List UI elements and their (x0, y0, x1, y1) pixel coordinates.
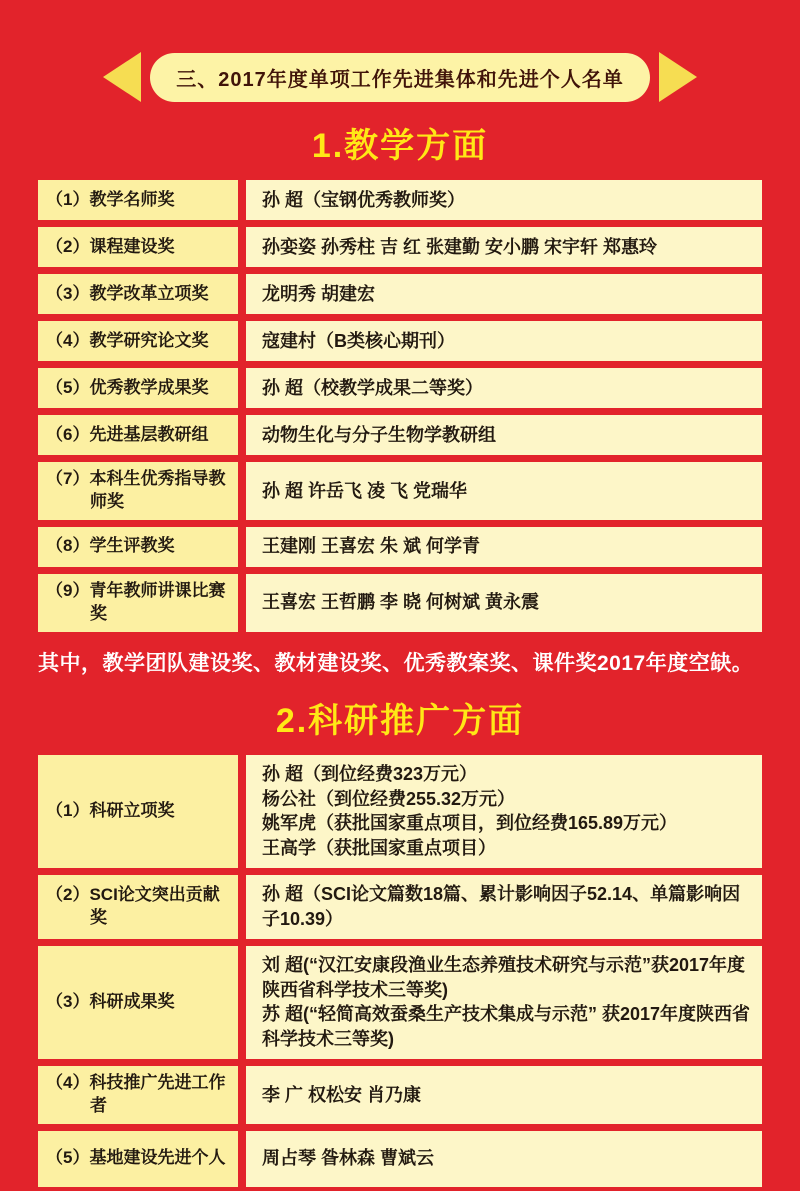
recipient-line: 孙 超（宝钢优秀教师奖） (262, 189, 465, 210)
award-label-cell (38, 180, 238, 220)
recipient-line: 动物生化与分子生物学教研组 (262, 424, 496, 445)
award-row (38, 227, 762, 267)
sections (38, 118, 762, 1187)
recipient-line: 王高学（获批国家重点项目） (262, 838, 496, 859)
award-recipients (246, 527, 762, 567)
recipient-line: 孙 超（SCI论文篇数18篇、累计影响因子52.14、单篇影响因子10.39） (262, 884, 741, 929)
award-recipients (246, 274, 762, 314)
recipient-line: 孙娈姿 孙秀柱 吉 红 张建勤 安小鹏 宋宇轩 郑惠玲 (262, 236, 658, 257)
award-label-cell (38, 1066, 238, 1124)
award-row (38, 462, 762, 520)
award-recipients (246, 1066, 762, 1124)
recipient-line: 刘 超(“汉江安康段渔业生态养殖技术研究与示范”获2017年度陕西省科学技术三等奖) (262, 954, 746, 1000)
award-label: （8）学生评教奖 (46, 536, 175, 556)
award-row (38, 574, 762, 632)
award-row (38, 1066, 762, 1124)
award-label: （3）教学改革立项奖 (46, 283, 209, 303)
recipient-line: 李 广 权松安 肖乃康 (262, 1084, 422, 1105)
award-row (38, 875, 762, 939)
banner (0, 0, 800, 102)
award-label: （2）SCI论文突出贡献奖 (46, 884, 220, 927)
award-recipients (246, 755, 762, 868)
banner-title: 三、2017年度单项工作先进集体和先进个人名单 (150, 53, 650, 102)
award-label: （9）青年教师讲课比赛奖 (46, 580, 226, 623)
award-row (38, 180, 762, 220)
award-row (38, 321, 762, 361)
award-row (38, 755, 762, 868)
recipient-line: 孙 超（校教学成果二等奖） (262, 377, 483, 398)
award-label-cell (38, 415, 238, 455)
award-recipients (246, 180, 762, 220)
recipient-line: 孙 超 许岳飞 凌 飞 党瑞华 (262, 480, 468, 501)
award-recipients (246, 321, 762, 361)
recipient-line: 王喜宏 王哲鹏 李 晓 何树斌 黄永震 (262, 592, 540, 613)
award-label: （3）科研成果奖 (46, 991, 175, 1011)
award-recipients (246, 415, 762, 455)
award-label-cell (38, 321, 238, 361)
award-label: （1）教学名师奖 (46, 189, 175, 209)
award-label-cell (38, 1131, 238, 1187)
award-recipients (246, 574, 762, 632)
award-row (38, 1131, 762, 1187)
left-arrow-icon (103, 52, 141, 102)
recipient-line: 王建刚 王喜宏 朱 斌 何学青 (262, 536, 481, 557)
section-rows (38, 755, 762, 1187)
recipient-line: 周占琴 昝林森 曹斌云 (262, 1148, 435, 1169)
recipient-line: 苏 超(“轻简高效蚕桑生产技术集成与示范” 获2017年度陕西省科学技术三等奖) (262, 1004, 751, 1050)
award-row (38, 946, 762, 1059)
award-row (38, 415, 762, 455)
award-label-cell (38, 274, 238, 314)
award-label-cell (38, 755, 238, 868)
award-row (38, 527, 762, 567)
award-label: （6）先进基层教研组 (46, 424, 209, 444)
award-label: （4）教学研究论文奖 (46, 330, 209, 350)
award-section (38, 693, 762, 1187)
award-label: （1）科研立项奖 (46, 800, 175, 820)
award-label: （5）基地建设先进个人 (46, 1148, 226, 1168)
award-recipients (246, 1131, 762, 1187)
award-recipients (246, 946, 762, 1059)
award-label-cell (38, 574, 238, 632)
award-label-cell (38, 227, 238, 267)
section-heading: 1.教学方面 (311, 127, 489, 165)
award-label: （4）科技推广先进工作者 (46, 1073, 226, 1115)
recipient-line: 孙 超（到位经费323万元） (262, 763, 478, 784)
award-label: （7）本科生优秀指导教师奖 (46, 469, 226, 511)
award-label: （2）课程建设奖 (46, 236, 175, 256)
award-row (38, 274, 762, 314)
section-note: 其中，教学团队建设奖、教材建设奖、优秀教案奖、课件奖2017年度空缺。 (38, 651, 754, 675)
award-label-cell (38, 875, 238, 939)
award-row (38, 368, 762, 408)
award-label: （5）优秀教学成果奖 (46, 377, 209, 397)
award-label-cell (38, 462, 238, 520)
award-recipients (246, 462, 762, 520)
award-section (38, 118, 762, 677)
recipient-line: 杨公社（到位经费255.32万元） (262, 788, 516, 809)
award-label-cell (38, 368, 238, 408)
recipient-line: 龙明秀 胡建宏 (262, 283, 376, 304)
award-recipients (246, 875, 762, 939)
right-arrow-icon (659, 52, 697, 102)
award-label-cell (38, 946, 238, 1059)
award-recipients (246, 368, 762, 408)
section-rows (38, 180, 762, 632)
section-heading: 2.科研推广方面 (275, 701, 525, 740)
recipient-line: 寇建村（B类核心期刊） (262, 330, 455, 351)
recipient-line: 姚军虎（获批国家重点项目，到位经费165.89万元） (262, 813, 678, 834)
award-label-cell (38, 527, 238, 567)
award-recipients (246, 227, 762, 267)
